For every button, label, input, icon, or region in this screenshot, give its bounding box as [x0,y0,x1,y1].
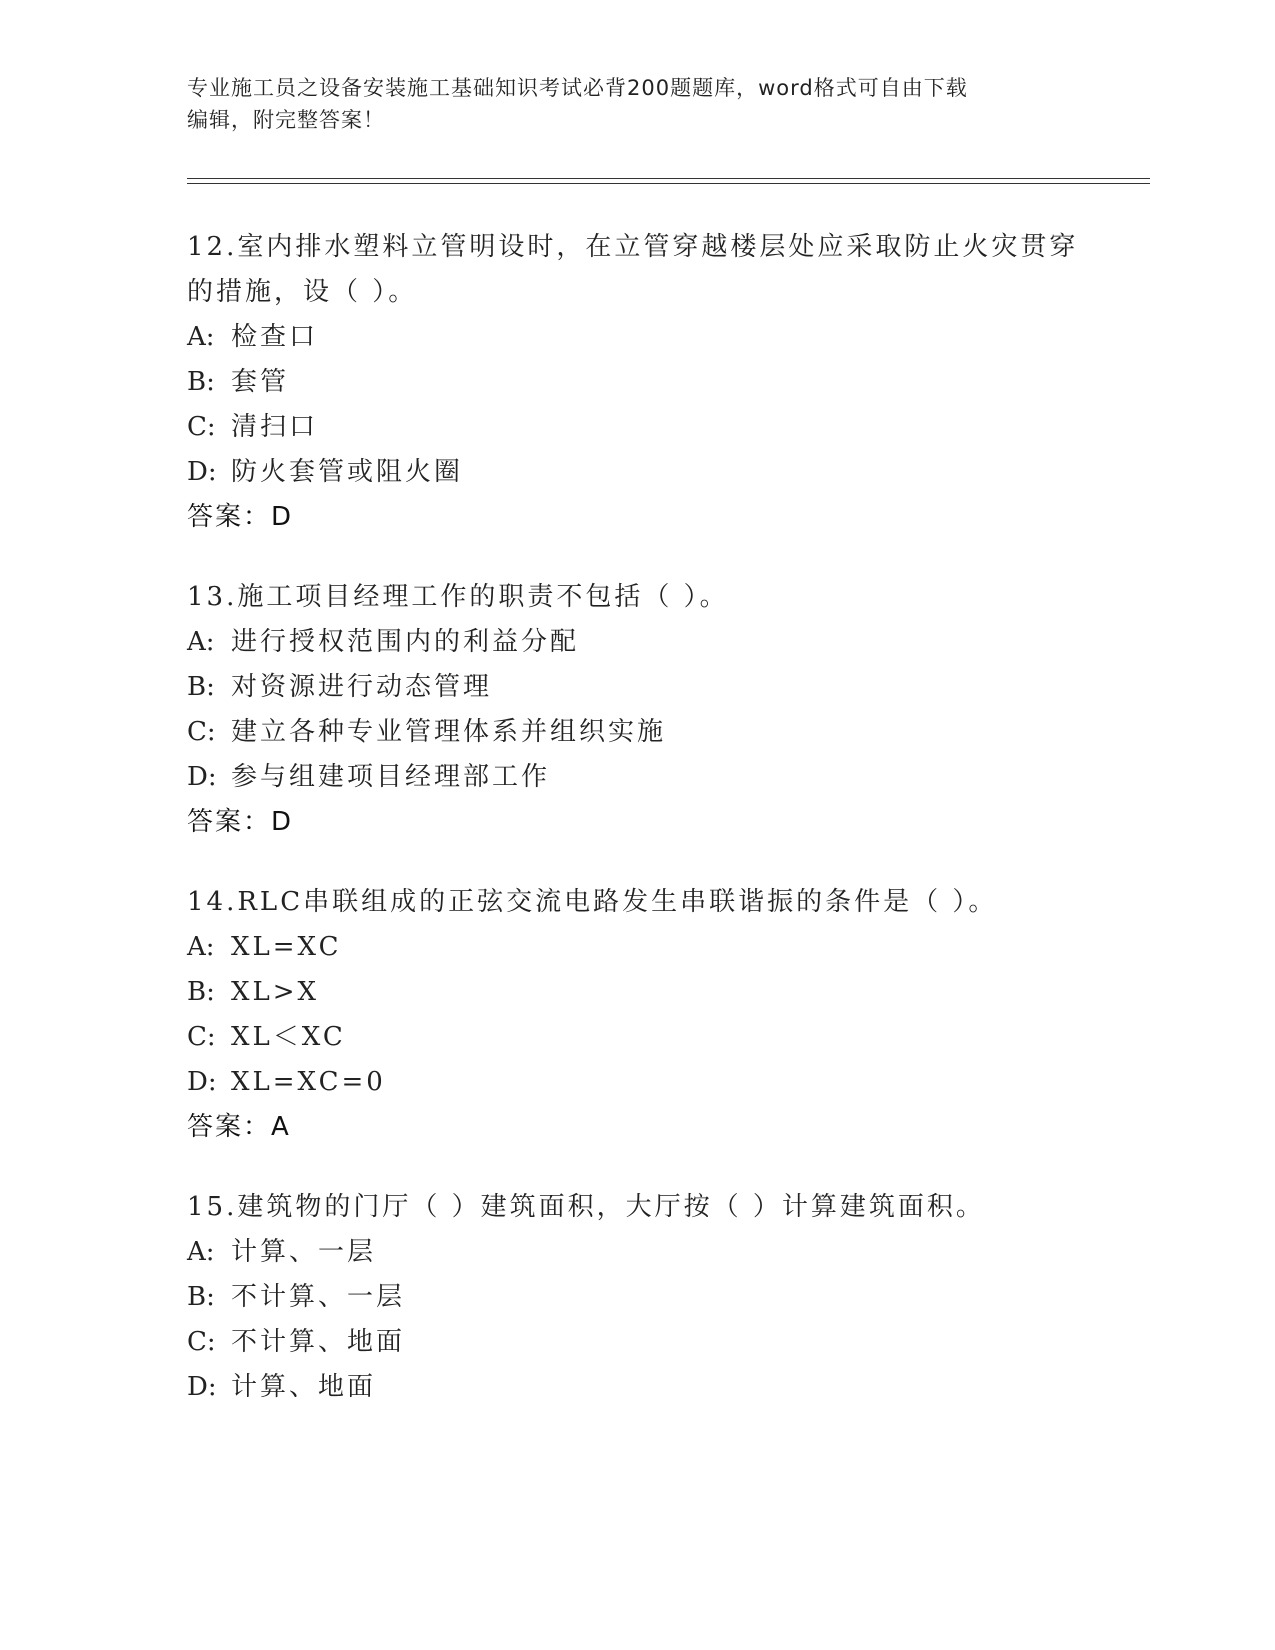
option-a [187,1230,1087,1275]
option-d [187,1365,1087,1410]
option-letter: C: [187,412,216,442]
document-header [187,72,1067,136]
option-letter: C: [187,717,216,747]
question-stem-line-1: 12.室内排水塑料立管明设时，在立管穿越楼层处应采取防止火灾贯穿 [187,232,1079,262]
option-b [187,1275,1087,1320]
question-15 [187,1185,1087,1410]
question-stem-line-2: 的措施，设（ ）。 [187,277,418,307]
option-letter: A: [187,322,215,352]
option-text: 防火套管或阻火圈 [231,457,464,487]
question-stem-line-1: 15.建筑物的门厅（ ）建筑面积，大厅按（ ）计算建筑面积。 [187,1192,985,1222]
option-letter: C: [187,1327,216,1357]
question-stem-line-1: 14.RLC串联组成的正弦交流电路发生串联谐振的条件是（ ）。 [187,887,998,917]
option-text: 对资源进行动态管理 [231,672,493,702]
header-line-1: 专业施工员之设备安装施工基础知识考试必背200题题库，word格式可自由下载 [187,76,968,100]
option-letter: B: [187,977,215,1007]
option-text: 不计算、地面 [231,1327,406,1357]
option-text: 清扫口 [231,412,319,442]
option-text: 套管 [231,367,290,397]
option-text: 检查口 [231,322,319,352]
option-letter: B: [187,672,215,702]
option-letter: D: [187,457,217,487]
header-divider-bottom [187,183,1150,184]
option-d [187,450,1087,495]
option-a [187,620,1087,665]
question-14 [187,880,1087,1150]
option-c [187,1320,1087,1365]
question-stem [187,225,1087,315]
question-stem [187,1185,1087,1230]
option-letter: A: [187,932,215,962]
question-stem [187,575,1087,620]
option-text: 不计算、一层 [231,1282,406,1312]
question-stem-line-1: 13.施工项目经理工作的职责不包括（ ）。 [187,582,729,612]
option-d [187,1060,1087,1105]
option-b [187,665,1087,710]
option-b [187,360,1087,405]
question-stem [187,880,1087,925]
option-letter: A: [187,627,215,657]
option-letter: C: [187,1022,216,1052]
option-letter: D: [187,1067,217,1097]
option-text: XL＜XC [231,1022,346,1052]
option-text: XL>X [231,977,320,1007]
option-letter: A: [187,1237,215,1267]
option-text: XL=XC [231,932,342,962]
option-text: 进行授权范围内的利益分配 [231,627,580,657]
option-text: 参与组建项目经理部工作 [231,762,551,792]
option-text: XL=XC=0 [231,1067,386,1097]
option-d [187,755,1087,800]
answer-line: 答案：A [187,1112,291,1142]
question-13 [187,575,1087,845]
option-c [187,1015,1087,1060]
option-c [187,710,1087,755]
option-letter: D: [187,762,217,792]
option-letter: B: [187,367,215,397]
header-divider-top [187,178,1150,179]
answer-line: 答案：D [187,502,294,532]
answer-line: 答案：D [187,807,294,837]
question-12 [187,225,1087,540]
option-b [187,970,1087,1015]
option-text: 计算、一层 [231,1237,377,1267]
header-line-2: 编辑，附完整答案！ [187,108,385,132]
option-text: 建立各种专业管理体系并组织实施 [231,717,667,747]
option-c [187,405,1087,450]
option-letter: D: [187,1372,217,1402]
option-letter: B: [187,1282,215,1312]
option-a [187,925,1087,970]
option-a [187,315,1087,360]
option-text: 计算、地面 [231,1372,377,1402]
